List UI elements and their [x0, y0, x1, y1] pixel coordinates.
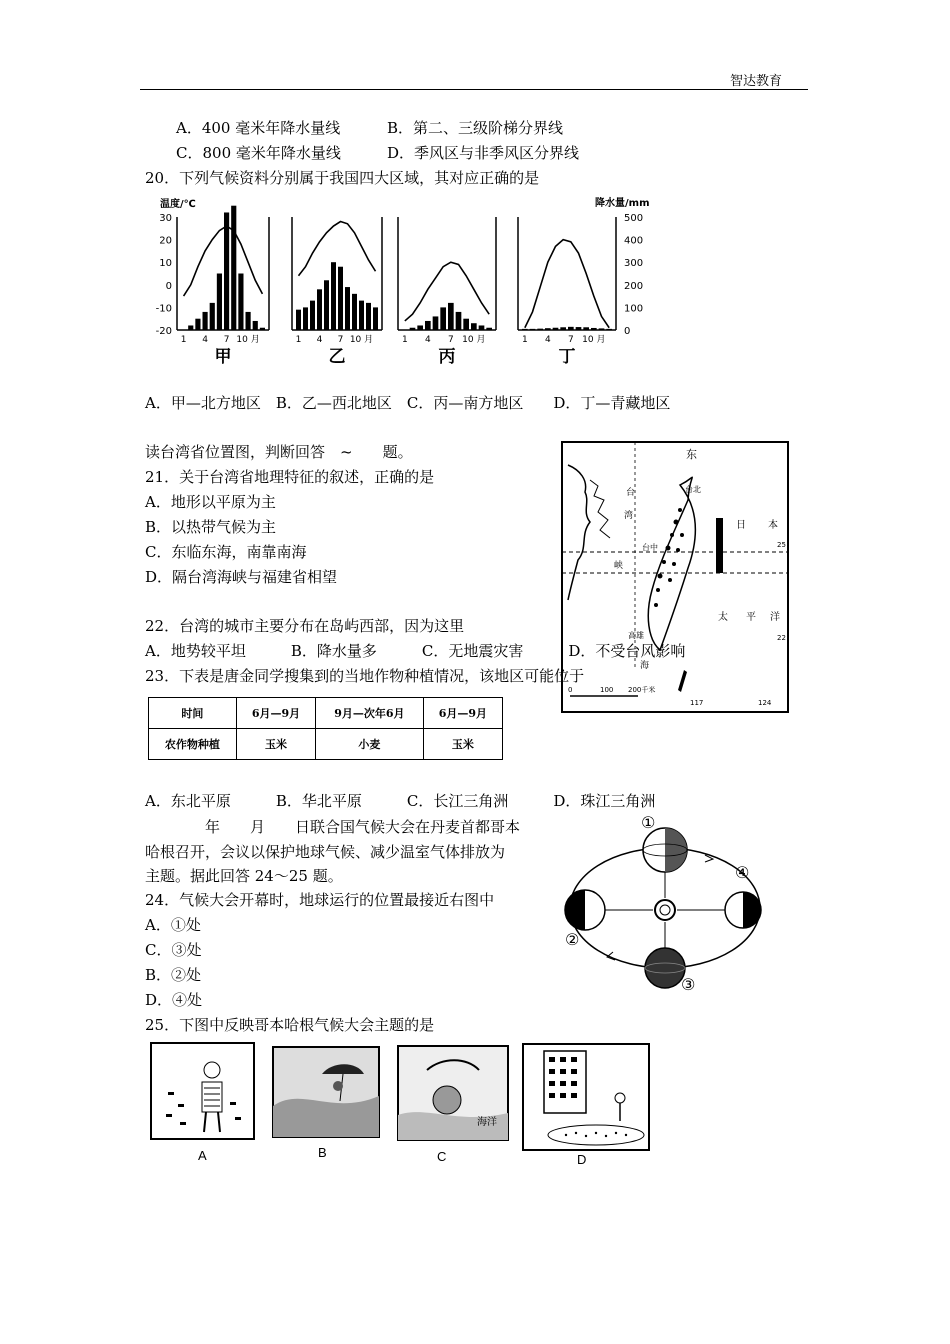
precip-bar	[338, 267, 343, 330]
q21-option-d: D．隔台湾海峡与福建省相望	[145, 568, 338, 586]
precip-bar	[545, 328, 551, 330]
precip-bar	[553, 328, 559, 330]
q19-option-d: D．季风区与非季风区分界线	[387, 144, 580, 162]
map-label-lat25: 25	[777, 541, 786, 549]
q24-option-c: C．③处	[145, 941, 202, 959]
map-label-gaoxiong: 高雄	[628, 631, 644, 640]
month-tick-label: 4	[316, 335, 323, 345]
month-tick-label: 7	[447, 335, 454, 345]
picture-b	[272, 1046, 380, 1138]
conf-line-2: 哈根召开，会议以保护地球气候、减少温室气体排放为	[145, 843, 506, 861]
q19-option-c: C．800 毫米年降水量线	[176, 144, 341, 162]
chart-label: 丙	[438, 347, 456, 367]
q24-stem: 24．气候大会开幕时，地球运行的位置最接近右图中	[145, 891, 495, 909]
q20-options: A．甲—北方地区 B．乙—西北地区 C．丙—南方地区 D．丁—青藏地区	[145, 394, 671, 412]
precip-tick-label: 200	[624, 280, 644, 292]
map-label-lon124: 124	[758, 699, 772, 707]
earth-position-3	[645, 948, 685, 988]
table-cell: 6月—9月	[423, 698, 502, 729]
chart-panels	[177, 206, 616, 367]
temperature-line	[299, 222, 376, 276]
map-label-taibei: 台北	[685, 485, 701, 494]
orbit-label-1: ①	[641, 813, 656, 832]
month-tick-label: 7	[223, 335, 230, 345]
precip-bar	[583, 327, 589, 330]
precip-bar	[463, 319, 469, 330]
temp-tick-label: 10	[159, 258, 172, 270]
month-tick-label: 1	[401, 335, 408, 345]
temp-tick-label: -20	[155, 326, 172, 337]
conf-line-1: 年 月 日联合国气候大会在丹麦首都哥本	[145, 818, 521, 836]
climate-chart-3	[398, 217, 496, 367]
month-tick-label: 7	[337, 335, 344, 345]
q21-option-a: A．地形以平原为主	[145, 493, 276, 511]
precip-bar	[188, 325, 193, 330]
table-cell: 9月—次年6月	[316, 698, 424, 729]
precip-bar	[560, 327, 566, 330]
map-label-taizhong: 台中	[642, 543, 658, 552]
month-tick-label: 4	[424, 335, 431, 345]
precip-bar	[238, 274, 243, 331]
precip-bar	[568, 327, 574, 330]
map-scale-0: 0	[568, 686, 573, 694]
precip-bar	[366, 303, 371, 330]
table-cell: 农作物种植	[149, 729, 237, 760]
map-label-east: 东	[686, 448, 697, 461]
precip-bar	[373, 307, 378, 330]
precip-tick-label: 100	[624, 303, 644, 315]
precip-axis-ticks	[624, 213, 643, 337]
precip-bar	[317, 289, 322, 330]
map-label-wan: 湾	[624, 511, 634, 521]
picture-d-label: D	[577, 1152, 587, 1167]
precip-bar	[448, 303, 454, 330]
precip-bar	[296, 310, 301, 330]
climate-charts	[140, 195, 660, 370]
earth-orbit-diagram	[555, 810, 775, 995]
precip-bar	[352, 294, 357, 330]
map-label-lon117: 117	[690, 699, 704, 707]
mainland-coast	[568, 465, 590, 600]
earth-position-4	[725, 892, 761, 928]
temp-axis-title: 温度/℃	[160, 199, 196, 210]
precip-bar	[331, 262, 336, 330]
q19-option-b: B．第二、三级阶梯分界线	[387, 119, 564, 137]
q24-option-b: B．②处	[145, 966, 202, 984]
crop-table	[148, 697, 503, 760]
precip-bar	[433, 316, 439, 330]
temperature-line	[405, 262, 489, 321]
table-cell: 玉米	[236, 729, 315, 760]
precip-bar	[253, 321, 258, 330]
q24-option-a: A．①处	[145, 916, 201, 934]
q21-stem: 21．关于台湾省地理特征的叙述，正确的是	[145, 468, 435, 486]
month-tick-label: 10 月	[582, 335, 606, 345]
temp-tick-label: -10	[155, 303, 172, 315]
precip-bar	[537, 329, 543, 330]
north-arrow-icon	[678, 670, 687, 692]
map-label-lat22: 22	[777, 634, 786, 642]
temperature-line	[525, 240, 609, 328]
precip-bar	[425, 321, 431, 330]
climate-chart-1	[177, 206, 269, 367]
map-label-tai: 台	[626, 488, 636, 498]
precip-bar	[224, 212, 229, 330]
q24-option-d: D．④处	[145, 991, 203, 1009]
precip-bar	[203, 312, 208, 330]
q22-stem: 22．台湾的城市主要分布在岛屿西部，因为这里	[145, 617, 465, 635]
temp-tick-label: 0	[165, 280, 172, 292]
picture-a-label: A	[198, 1148, 207, 1163]
map-label-tai2: 太	[718, 612, 728, 623]
precip-axis-title: 降水量/mm	[595, 198, 650, 209]
earth-position-2	[565, 890, 605, 930]
precip-bar	[486, 328, 492, 330]
precip-bar	[456, 312, 462, 330]
japan-island-bar	[716, 518, 723, 573]
map-label-ri: 日	[736, 520, 746, 531]
precip-bar	[324, 280, 329, 330]
q21-option-c: C．东临东海，南靠南海	[145, 543, 307, 561]
map-label-yang: 洋	[770, 612, 780, 623]
month-tick-label: 1	[295, 335, 302, 345]
earth-position-1	[643, 828, 687, 872]
map-scale-100: 100	[600, 686, 614, 694]
table-cell: 6月—9月	[236, 698, 315, 729]
table-cell: 小麦	[316, 729, 424, 760]
q20-stem: 20．下列气候资料分别属于我国四大区域，其对应正确的是	[145, 169, 540, 187]
ocean-text: 海洋	[477, 1117, 497, 1128]
taiwan-island	[648, 477, 695, 650]
q23-stem: 23．下表是唐金同学搜集到的当地作物种植情况，该地区可能位于	[145, 667, 585, 685]
map-scale-200: 200千米	[628, 686, 656, 694]
month-tick-label: 10 月	[462, 335, 486, 345]
picture-a	[150, 1042, 255, 1140]
table-cell: 时间	[149, 698, 237, 729]
climate-chart-2	[292, 217, 382, 367]
precip-bar	[522, 329, 528, 330]
picture-b-label: B	[318, 1145, 327, 1160]
map-label-hai: 海	[640, 661, 650, 671]
month-tick-label: 1	[180, 335, 187, 345]
precip-bar	[471, 323, 477, 330]
temperature-line	[184, 226, 263, 296]
map-label-xia: 峡	[614, 561, 624, 571]
precip-bar	[345, 287, 350, 330]
precip-bar	[530, 329, 536, 330]
precip-tick-label: 500	[624, 213, 644, 224]
temp-tick-label: 20	[159, 235, 172, 247]
precip-bar	[410, 328, 416, 330]
month-tick-label: 1	[521, 335, 528, 345]
precip-bar	[591, 328, 597, 330]
month-tick-label: 10 月	[236, 335, 260, 345]
table-row	[149, 698, 503, 729]
climate-chart-4	[518, 217, 616, 367]
orbit-label-3: ③	[681, 975, 696, 994]
precip-bar	[303, 307, 308, 330]
sun-icon	[655, 900, 675, 920]
q23-options: A．东北平原 B．华北平原 C．长江三角洲 D．珠江三角洲	[145, 792, 656, 810]
precip-bar	[606, 329, 612, 330]
header-org: 智达教育	[730, 74, 783, 89]
precip-bar	[417, 325, 423, 330]
picture-d	[522, 1043, 650, 1151]
q25-stem: 25．下图中反映哥本哈根气候大会主题的是	[145, 1016, 435, 1034]
map-label-ping: 平	[746, 612, 756, 623]
taiwan-intro: 读台湾省位置图，判断回答 ~ 题。	[145, 443, 413, 461]
picture-c	[397, 1045, 509, 1141]
precip-bar	[479, 325, 485, 330]
q22-options: A．地势较平坦 B．降水量多 C．无地震灾害 D．不受台风影响	[145, 642, 686, 660]
precip-bar	[260, 328, 265, 330]
precip-tick-label: 400	[624, 235, 644, 247]
table-cell: 玉米	[423, 729, 502, 760]
picture-c-label: C	[437, 1149, 447, 1164]
q21-option-b: B．以热带气候为主	[145, 518, 277, 536]
precip-tick-label: 300	[624, 258, 644, 270]
chart-label: 乙	[328, 347, 346, 367]
precip-bar	[195, 319, 200, 330]
month-tick-label: 4	[544, 335, 551, 345]
month-tick-label: 7	[567, 335, 574, 345]
temp-tick-label: 30	[159, 213, 172, 224]
precip-bar	[246, 312, 251, 330]
temp-axis-ticks	[156, 213, 172, 337]
precip-bar	[210, 303, 215, 330]
month-tick-label: 4	[202, 335, 208, 345]
precip-bar	[576, 327, 582, 330]
precip-bar	[599, 328, 605, 330]
taiwan-map	[560, 440, 790, 715]
map-label-ben: 本	[768, 520, 778, 531]
month-tick-label: 10 月	[349, 335, 374, 345]
precip-bar	[231, 206, 236, 330]
precip-bar	[359, 301, 364, 330]
conf-line-3: 主题。据此回答 24～25 题。	[145, 867, 343, 885]
orbit-label-2: ②	[565, 930, 580, 949]
precip-bar	[217, 274, 222, 331]
precip-tick-label: 0	[624, 326, 631, 337]
orbit-label-4: ④	[735, 863, 750, 882]
chart-label: 丁	[558, 347, 576, 367]
header-rule	[140, 89, 808, 90]
precip-bar	[310, 301, 315, 330]
chart-label: 甲	[214, 347, 232, 367]
precip-bar	[440, 307, 446, 330]
q19-option-a: A．400 毫米年降水量线	[176, 119, 341, 137]
table-row	[149, 729, 503, 760]
